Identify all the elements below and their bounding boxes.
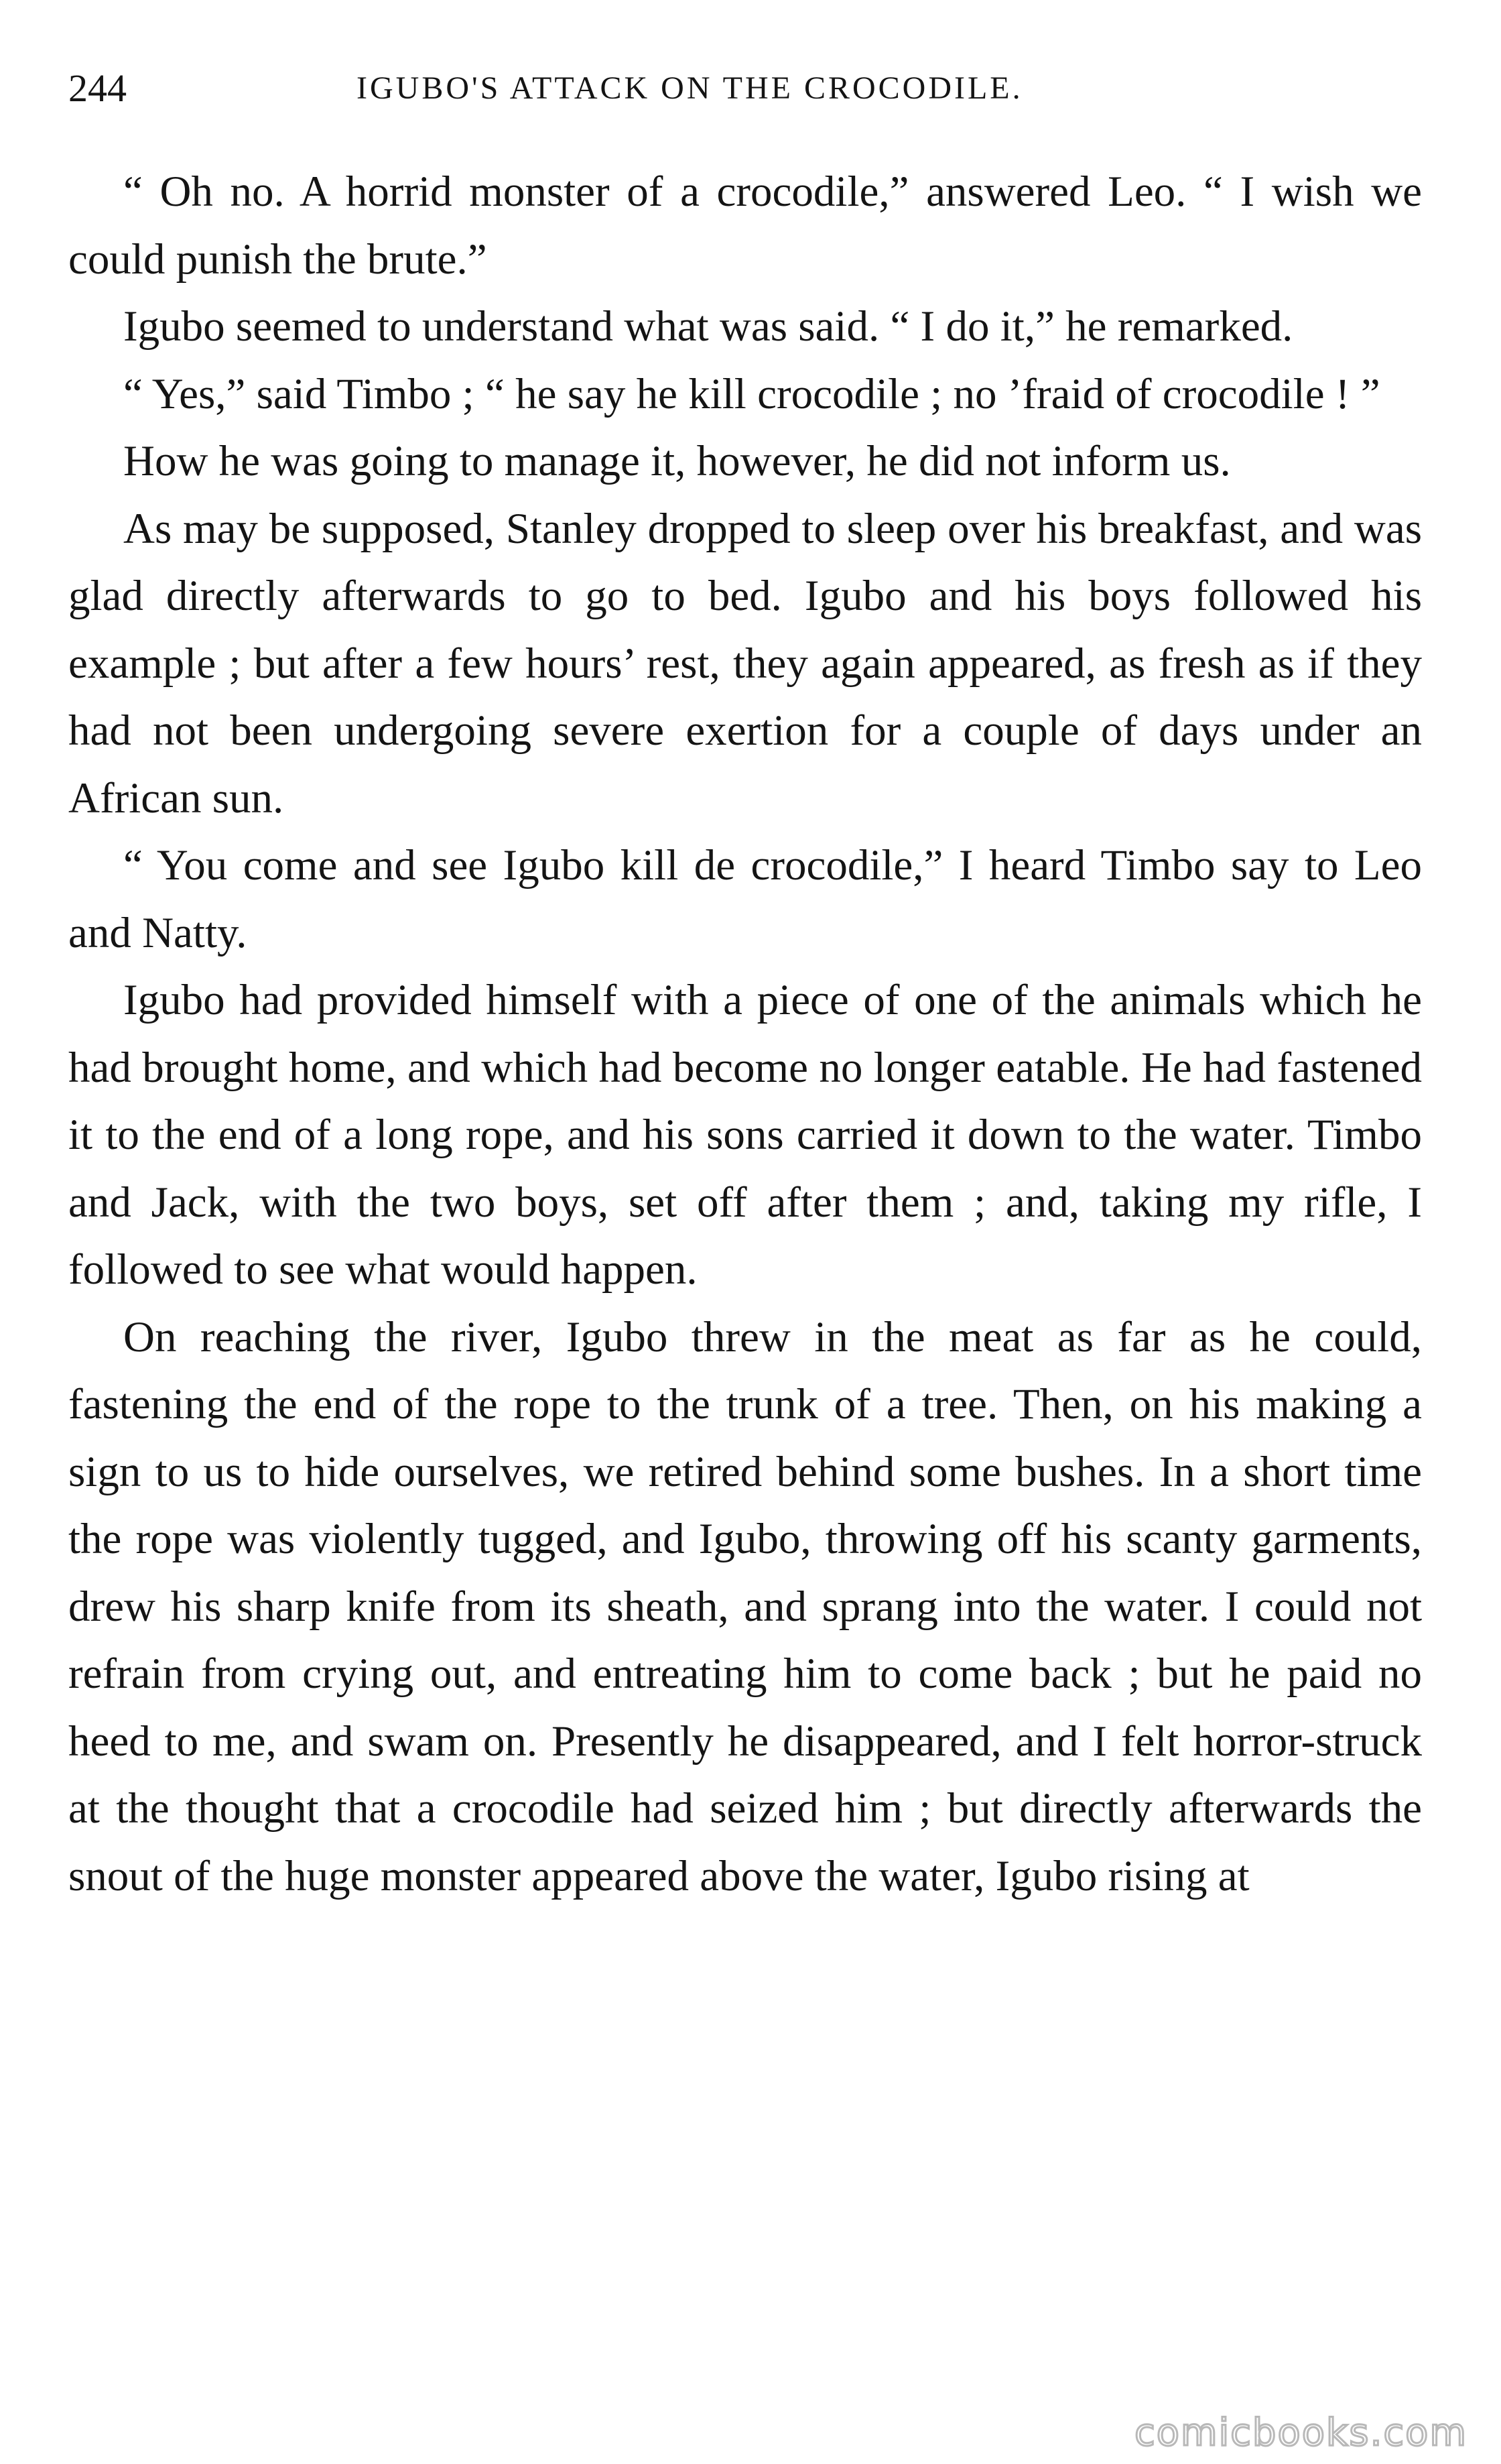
paragraph: How he was going to manage it, however, he did not inform us.	[123, 437, 1231, 485]
paragraph: “ Oh no. A horrid monster of a crocodile,” answered Leo. “ I wish we could punish the brute.”	[68, 168, 1422, 284]
paragraph: As may be supposed, Stanley dropped to sleep over his breakfast, and was glad directly afterwards to go to bed. Igubo and his boys followed his example ; but after a few hours’ rest, they again appeared, as fresh as if they had not been undergoing severe exertion for a couple of days under an African sun.	[68, 504, 1422, 822]
paragraph: Igubo seemed to understand what was said. “ I do it,” he remarked.	[123, 302, 1293, 351]
page-number: 244	[68, 66, 127, 110]
watermark-logo: comicbooks.com	[1134, 2411, 1467, 2455]
running-title: IGUBO'S ATTACK ON THE CROCODILE.	[356, 70, 1023, 106]
body-text	[68, 158, 1422, 1910]
paragraph: On reaching the river, Igubo threw in the meat as far as he could, fastening the end of the rope to the trunk of a tree. Then, on his making a sign to us to hide ourselves, we retired behind some bushes. In a short time the rope was violently tugged, and Igubo, throwing off his scanty garments, drew his sharp knife from its sheath, and sprang into the water. I could not refrain from crying out, and entreating him to come back ; but he paid no heed to me, and swam on. Presently he disappeared, and I felt horror-struck at the thought that a crocodile had seized him ; but directly afterwards the snout of the huge monster appeared above the water, Igubo rising at	[68, 1312, 1422, 1900]
running-head	[68, 62, 1422, 115]
paragraph: “ Yes,” said Timbo ; “ he say he kill crocodile ; no ’fraid of crocodile ! ”	[123, 369, 1380, 418]
paragraph: Igubo had provided himself with a piece of one of the animals which he had brought home, and which had become no longer eatable. He had fastened it to the end of a long rope, and his sons carried it down to the water. Timbo and Jack, with the two boys, set off after them ; and, taking my rifle, I followed to see what would happen.	[68, 976, 1422, 1294]
paragraph: “ You come and see Igubo kill de crocodile,” I heard Timbo say to Leo and Natty.	[68, 841, 1422, 957]
